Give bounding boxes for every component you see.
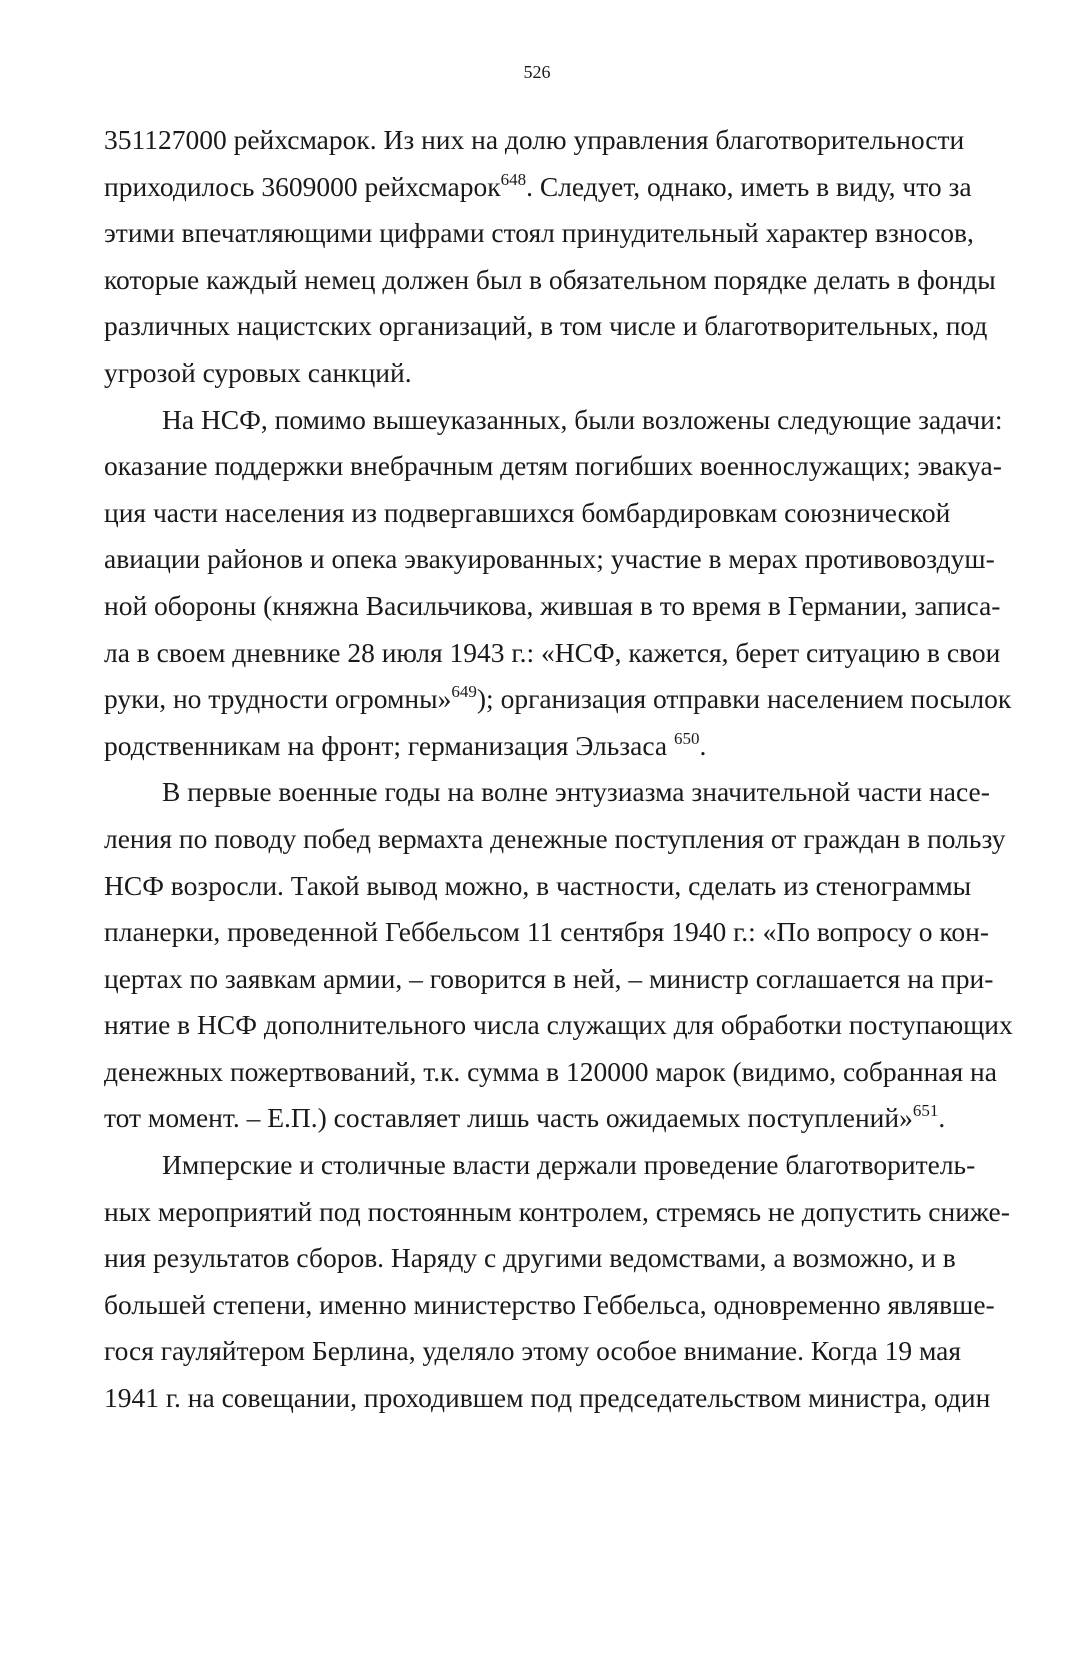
text-line: денежных пожертвований, т.к. сумма в 120000 марок (видимо, собранная на (104, 1055, 997, 1087)
text-segment: ); организация отправки населением посылок (476, 683, 1012, 715)
text-line: ния результатов сборов. Наряду с другими ведомствами, а возможно, и в (104, 1242, 956, 1274)
paragraph-2 (104, 397, 1012, 770)
text-line: ных мероприятий под постоянным контролем, стремясь не допустить сниже- (104, 1195, 1010, 1227)
text-line: ления по поводу побед вермахта денежные поступления от граждан в пользу (104, 822, 1006, 854)
text-segment: родственникам на фронт; германизация Эльзаса (104, 729, 668, 761)
footnote-ref: 649 (451, 682, 477, 702)
footnote-ref: 648 (500, 169, 527, 189)
text-line: ной обороны (княжна Васильчикова, жившая в то время в Германии, записа- (104, 589, 1001, 621)
text-line: 351127000 рейхсмарок. Из них на долю управления благотворительности (104, 124, 965, 155)
paragraph-3 (104, 769, 1013, 1142)
text-line: различных нацистских организаций, в том числе и благотворительных, под (104, 310, 988, 342)
text-line: большей степени, именно министерство Геббельса, одновременно являвше- (104, 1288, 995, 1320)
text-line: В первые военные годы на волне энтузиазма значительной части насе- (162, 776, 990, 808)
text-line (104, 676, 1012, 723)
text-line: оказание поддержки внебрачным детям погибших военнослужащих; эвакуа- (104, 450, 1002, 482)
text-line: На НСФ, помимо вышеуказанных, были возложены следующие задачи: (162, 403, 1003, 435)
body-text (104, 117, 1013, 1422)
text-line: которые каждый немец должен был в обязательном порядке делать в фонды (104, 263, 996, 295)
text-line: НСФ возросли. Такой вывод можно, в частности, сделать из стенограммы (104, 869, 972, 901)
footnote-ref: 650 (673, 728, 700, 748)
footnote-ref: 651 (912, 1101, 939, 1121)
text-line: этими впечатляющими цифрами стоял принудительный характер взносов, (104, 217, 974, 249)
text-line: гося гауляйтером Берлина, уделяло этому особое внимание. Когда 19 мая (104, 1335, 962, 1367)
text-segment: приходилось 3609000 рейхсмарок (104, 170, 501, 202)
text-line: планерки, проведенной Геббельсом 11 сентября 1940 г.: «По вопросу о кон- (104, 916, 990, 948)
text-line: цертах по заявкам армии, – говорится в ней, – министр соглашается на при- (104, 962, 994, 994)
text-line (104, 164, 972, 211)
text-line: авиации районов и опека эвакуированных; участие в мерах противовоздуш- (104, 543, 995, 575)
text-segment: . (699, 729, 707, 761)
text-segment: руки, но трудности огромны» (104, 683, 452, 715)
text-line (104, 1095, 946, 1142)
text-segment: . Следует, однако, иметь в виду, что за (526, 170, 972, 202)
paragraph-4 (104, 1142, 1010, 1422)
text-line: ция части населения из подвергавшихся бомбардировкам союзнической (104, 496, 951, 528)
text-line (104, 723, 930, 770)
text-line: ла в своем дневнике 28 июля 1943 г.: «НСФ, кажется, берет ситуацию в свои (104, 636, 1001, 668)
text-segment: тот момент. – Е.П.) составляет лишь часть ожидаемых поступлений» (104, 1102, 913, 1134)
page-number: 526 (523, 62, 551, 82)
text-line: нятие в НСФ дополнительного числа служащих для обработки поступающих (104, 1009, 1013, 1041)
paragraph-1 (104, 117, 996, 397)
text-line: угрозой суровых санкций. (104, 356, 412, 388)
text-line: 1941 г. на совещании, проходившем под председательством министра, один (104, 1382, 991, 1414)
text-line: Имперские и столичные власти держали проведение благотворитель- (162, 1149, 976, 1181)
text-segment: . (938, 1102, 946, 1134)
